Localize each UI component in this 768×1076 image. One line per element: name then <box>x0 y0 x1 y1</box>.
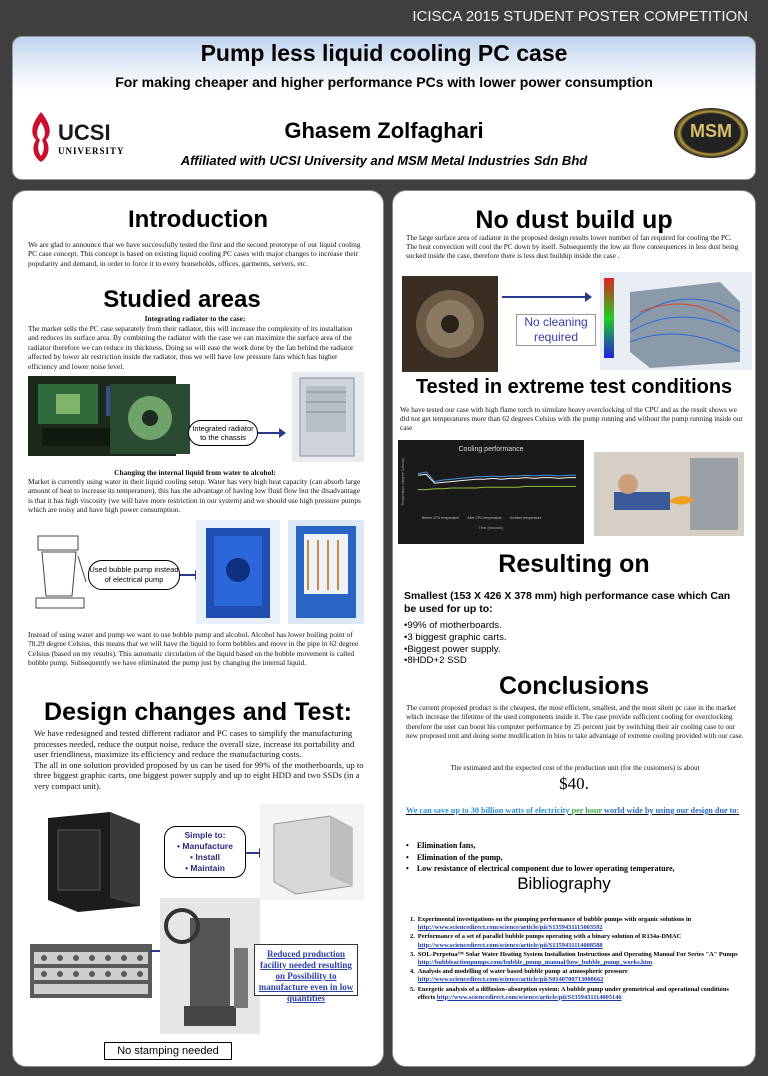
radiator-pipes-photo <box>288 520 364 624</box>
alcohol-text: Market is currently using water in their liquid cooling setup. Water has very high heat capacity (can absorb large amount of heat to increase its temperature), this has the advantage of having low fluid flow but the disadvantage is that it has high viscosity (we will have more restriction in our system) and we should use high pressure pumps which are noisy and have high power consumption. <box>28 477 361 515</box>
legend-entry-after: After CPU temperature <box>467 516 502 520</box>
alcohol-subheading: Changing the internal liquid from water to alcohol: <box>114 468 276 477</box>
black-case-photo <box>30 806 158 916</box>
reference-item: 2. Performance of a set of parallel bubble pumps operating with a binary solution of R134a-DMAC http://www.sciencedirect.com/science/article/pii/S1359431114008588 <box>410 933 682 949</box>
conclusions-text: The current proposed product is the cheapest, the most efficient, smallest, and the most silent pc case in the market which increase the lifetime of the used components inside it. The case provide sufficient cooling for overclocking therefore the user can boost his computer performance by 25 percent just by switching their air cooling case to our new proposed unit and doing some modification in bios to take advantage of extreme cooling provided with our case. <box>406 704 744 741</box>
resulting-item: •99% of motherboards. <box>404 620 502 631</box>
arrow-right-icon <box>246 852 260 854</box>
flame-torch-test-photo <box>594 452 744 536</box>
arrow-right-icon <box>502 296 586 298</box>
reference-link[interactable]: http://www.sciencedirect.com/science/article/pii/S1359431115003592 <box>417 924 603 932</box>
resulting-item: •3 biggest graphic carts. <box>404 631 507 643</box>
poster-subtitle: For making cheaper and higher performance PCs with lower power consumption <box>115 74 653 90</box>
chart-series-line <box>418 472 576 482</box>
reference-link[interactable]: http://www.sciencedirect.com/science/article/pii/S0140700713000662 <box>417 976 604 984</box>
chassis-photo <box>292 372 364 462</box>
radiator-text: The market sells the PC case separately from their radiator, this will increase the complexity of its installation and reduces its surface area. By combining the radiator with the case we can maximize the surface area of the radiator therefore we can reduce its thickness. Doing so will ease the work done by the fan behind the radiator affected by lower air restriction inside the radiator, thus we will have low pressure fans which has higher efficiency and lower noise level. <box>28 324 354 371</box>
msm-logo <box>674 108 748 158</box>
chart-series-line <box>418 486 576 489</box>
reference-item: 5. Energetic analysis of a diffusion–absorption system: A bubble pump under geometrical and operational conditions effects http://www.sciencedirect.com/science/article/pii/S1359431114005146 <box>410 985 729 1001</box>
radiator-subheading: Integrating radiator to the case: <box>144 314 246 323</box>
resulting-lead: Smallest (153 X 426 X 378 mm) high performance case which Can be used for up to: <box>404 590 731 615</box>
simple-item-manufacture: • Manufacture <box>177 841 233 851</box>
savings-bullets <box>406 840 746 875</box>
studied-areas-heading: Studied areas <box>103 286 261 313</box>
reference-item: 1. Experimental investigations on the pumping performance of bubble pumps with organic solutions in http://www.sciencedirect.com/science/article/pii/S1359431115003592 <box>410 916 692 932</box>
chart-title: Cooling performance <box>458 446 524 453</box>
savings-bullet: • Elimination fans, <box>406 841 476 850</box>
reduced-production-box: Reduced production facility needed resulting on Possibility to manufacture even in low quantities <box>254 944 358 996</box>
no-dust-heading: No dust build up <box>475 206 673 234</box>
design-text: We have redesigned and tested different radiator and PC cases to simplify the manufacturing processes needed, reduce the output noise, reduce the overall size, increase its portability and user friendliness, maximize its efficiency and reduce the manufacturing costs. The all in one solution provided proposed by us can be used for 99% of the motherboards, up to three biggest graphic carts, one biggest power supply and up to eight HDD and two SSDs (in a very compact unit). <box>34 728 364 791</box>
arrow-right-icon <box>180 574 196 576</box>
legend-entry-before: Before CPU temperature <box>422 516 460 520</box>
introduction-text: We are glad to announce that we have successfully tested the first and the second prototype of our liquid cooling PC case concept. This concept is based on existing liquid cooling PC cases with major changes to increase their popularity and demand, in order to force it to every households, offices, garments, servers, etc. <box>28 240 361 268</box>
reference-link[interactable]: http://www.sciencedirect.com/science/article/pii/S1359431114005146 <box>436 993 622 1001</box>
savings-part-3: world wide by using our design due to: <box>604 806 740 815</box>
simple-to-title: Simple to: <box>184 830 226 840</box>
savings-part-1: We can save up to 30 billion watts of electricity <box>406 806 570 815</box>
poster-title: Pump less liquid cooling PC case <box>200 40 568 66</box>
tested-text: We have tested our case with high flame torch to simulate heavy overclocking of the CPU and as the result shows we did not get temperatures more than 62 degrees Celsius with the pump running and without the pump running inside our case <box>400 406 743 432</box>
bibliography-heading: Bibliography <box>517 874 611 893</box>
bubble-pump-text: Instead of using water and pump we want to use bobble pump and alcohol. Alcohol has lower boiling point of 78.29 degree Celsius, this means that we will have the liquid to form bobbles and move in the pipe in 62 degree Celsius (based on my results). This automatic circulation of the liquid based on the bobble movement is called bobble pump. Subsequently we have eliminated the pump just by changing the internal liquid. <box>28 630 359 668</box>
msm-logo-text: MSM <box>690 121 732 141</box>
cost-line: The estimated and the expected cost of the production unit (for the customers) is about <box>450 764 700 772</box>
resulting-item: •8HDD+2 SSD <box>404 655 467 667</box>
flame-icon <box>26 110 56 164</box>
perforated-strips-photo <box>30 944 152 998</box>
arrow-right-icon <box>258 432 280 434</box>
bubble-pump-callout: Used bubble pump instead of electrical pump <box>88 560 180 590</box>
stamping-machine-photo <box>160 898 260 1034</box>
reference-link[interactable]: http://www.sciencedirect.com/science/article/pii/S1359431114008588 <box>417 941 603 949</box>
price-value: $40. <box>559 774 589 793</box>
no-stamping-label: No stamping needed <box>104 1042 232 1060</box>
ucsi-logo-text: UCSI <box>58 120 111 145</box>
savings-statement <box>406 806 744 816</box>
cooling-performance-chart <box>398 440 584 544</box>
resulting-list <box>404 620 740 667</box>
chart-x-axis-label: Time (seconds) <box>478 526 504 530</box>
savings-bullet: • Low resistance of electrical component due to lower operating temperature, <box>406 864 675 874</box>
resulting-heading: Resulting on <box>498 550 650 578</box>
coffee-maker-photo <box>28 526 90 616</box>
resulting-item: •Biggest power supply. <box>404 643 501 655</box>
savings-bullet: • Elimination of the pump, <box>406 852 503 862</box>
introduction-heading: Introduction <box>128 206 268 233</box>
blue-case-photo <box>196 520 280 624</box>
simple-to-callout <box>164 826 246 878</box>
reference-item: 4. Analysis and modelling of water based bubble pump at atmospheric pressure http://www.sciencedirect.com/science/article/pii/S0140700713000662 <box>410 968 628 984</box>
reference-item: 3. SOL-Perpetua™ Solar Water Heating System Installation Instructions and Operating Manual For Series "A" Pumps http://bubbleactionpumps.com/bubble_pump_manual/how_bubble_pump_works.htm <box>410 950 738 967</box>
simple-item-install: • Install <box>190 852 220 862</box>
ucsi-logo-subtext: UNIVERSITY <box>58 146 125 156</box>
no-dust-text: The large surface area of radiator in the proposed design results lower number of fan required for cooling the PC. The heat convection will cool the PC down by itself. Subsequently the low air flow consequences in less dust being sucked inside the case, therefore there is less dust buildup inside the case . <box>406 234 739 260</box>
competition-label: ICISCA 2015 STUDENT POSTER COMPETITION <box>412 8 748 25</box>
reference-link[interactable]: http://bubbleactionpumps.com/bubble_pump_manual/how_bubble_pump_works.htm <box>417 959 653 967</box>
legend-entry-ambient: Ambient temperature <box>509 516 542 520</box>
bibliography-list <box>410 916 744 1002</box>
chart-y-axis-label: Temperature (degree Celsius) <box>401 458 405 506</box>
integrated-radiator-callout: Integrated radiator to the chassis <box>188 420 258 446</box>
conclusions-heading: Conclusions <box>498 672 649 700</box>
simple-item-maintain: • Maintain <box>185 863 225 873</box>
silver-case-photo <box>260 804 364 900</box>
ucsi-logo <box>22 106 126 168</box>
author-name: Ghasem Zolfaghari <box>284 118 484 143</box>
design-heading: Design changes and Test: <box>44 698 352 726</box>
no-cleaning-callout: No cleaning required <box>516 314 596 346</box>
tested-heading: Tested in extreme test conditions <box>415 376 733 398</box>
savings-part-2: per hour <box>571 806 602 815</box>
cooling-parts-photo <box>110 384 190 454</box>
author-affiliation: Affiliated with UCSI University and MSM Metal Industries Sdn Bhd <box>180 153 588 168</box>
chart-legend <box>422 516 572 520</box>
airflow-simulation-image <box>600 272 752 370</box>
dusty-fan-photo <box>402 276 498 372</box>
